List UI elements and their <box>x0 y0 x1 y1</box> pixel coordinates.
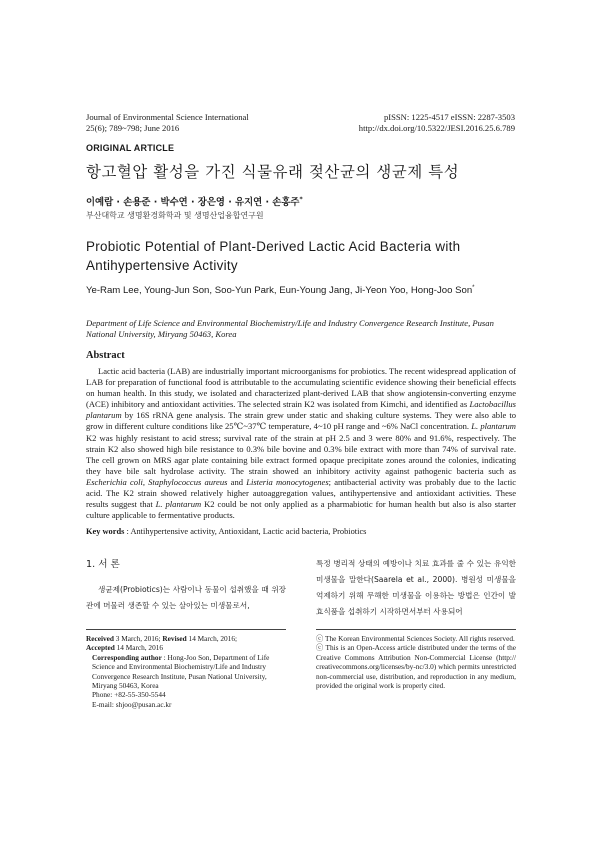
corresponding-label: Corresponding author <box>92 652 162 662</box>
footnote-divider-left <box>86 629 286 630</box>
received-date: 3 March, 2016; <box>113 634 163 643</box>
corresponding-author <box>86 653 286 691</box>
received-label: Received <box>86 634 114 643</box>
section-heading-introduction: 1. 서 론 <box>86 559 120 570</box>
article-history-footnote <box>86 634 286 709</box>
species-name: L. plantarum <box>471 421 516 432</box>
abstract-text: K2 was highly resistant to acid stress; survival rate of the strain at pH 2.5 and 3 were 80% and 91.6%, respectively. The strain K2 also showed high bile resistance to 0.3% bile bovine and 0.3% bile extract with more than 74% of survival rate. The cell grown on MRS agar plate containing bile extract formed opaque precipitate zones around the colonies, indicating they have bile salt hydrolase activity. The strain showed an inhibitory activity against pathogenic bacteria such as <box>86 432 516 476</box>
korean-affiliation: 부산대학교 생명환경화학과 및 생명산업융합연구원 <box>86 211 264 220</box>
species-name: Escherichia coli <box>86 476 143 487</box>
species-name: Lactobacillus plantarum <box>86 399 516 421</box>
accepted-label: Accepted <box>86 643 115 653</box>
keywords-list: : Antihypertensive activity, Antioxidant, Lactic acid bacteria, Probiotics <box>124 527 367 536</box>
phone: Phone: +82-55-350-5544 <box>92 690 166 700</box>
doi-link[interactable]: http://dx.doi.org/10.5322/JESI.2016.25.6.789 <box>358 123 515 134</box>
korean-title: 항고혈압 활성을 가진 식물유래 젖산균의 생균제 특성 <box>86 163 460 181</box>
intro-left-column: 생균제(Probiotics)는 사람이나 동물이 섭취했을 때 위장관에 머물러 생존할 수 있는 살아있는 미생물로서, <box>86 585 286 610</box>
email-link[interactable]: E-mail: shjoo@pusan.ac.kr <box>92 699 172 709</box>
issn: pISSN: 1225-4517 eISSN: 2287-3503 <box>383 112 515 122</box>
accepted-line <box>86 643 286 652</box>
keywords <box>86 527 516 536</box>
abstract-text: by 16S rRNA gene analysis. The strain grew under static and shaking culture systems. They were also able to grow in different culture conditions like 25℃~37℃ temperature, 4~10 pH range and ~6% NaCl concentration. <box>86 410 516 432</box>
english-affiliation: Department of Life Science and Environmental Biochemistry/Life and Industry Convergence Research Institute, Pusan National University, Miryang 50463, Korea <box>86 318 494 340</box>
abstract-text: and <box>227 476 247 487</box>
article-type: ORIGINAL ARTICLE <box>86 143 175 153</box>
corresponding-text: : Hong-Joo Son, Department of Life Science and Environmental Biochemistry/Life and Industry Convergence Research Institute, Pusan National University, Miryang 50463, Korea <box>92 652 270 691</box>
english-authors <box>86 282 516 299</box>
species-name: Staphylococcus aureus <box>148 476 228 487</box>
accepted-date: 14 March, 2016 <box>114 643 164 653</box>
abstract-text: K2 could be not only applied as a pharmabiotic for human health but also is also starter culture applicable to fermentative products. <box>86 499 516 521</box>
english-title: Probiotic Potential of Plant-Derived Lactic Acid Bacteria with Antihypertensive Activity <box>86 239 461 273</box>
revised-date: 14 March, 2016; <box>186 634 237 643</box>
intro-right-column: 특정 병리적 상태의 예방이나 치료 효과를 줄 수 있는 유익한 미생물을 말한다(Saarela et al., 2000). 병원성 미생물을 억제하기 위해 무해한 미생물을 이용하는 방법은 인간이 발효식품을 섭취하기 시작하면서부터 사용되어 <box>316 559 516 616</box>
abstract-body <box>86 366 516 521</box>
english-author-list: Ye-Ram Lee, Young-Jun Son, Soo-Yun Park, Eun-Young Jang, Ji-Yeon Yoo, Hong-Joo Son <box>86 285 473 296</box>
english-corresponding-mark: * <box>472 283 475 291</box>
keywords-label: Key words <box>86 527 125 536</box>
korean-authors <box>86 194 516 208</box>
species-name: L. plantarum <box>155 499 202 510</box>
abstract-text: Lactic acid bacteria (LAB) are industrially important microorganisms for probiotics. The recent widespread application of LAB for preparation of functional food is attributable to the accumulating scientific evidence showing their beneficial effects on human health. In this study, we isolated and characterized plant-derived LAB that show angiotensin-converting enzyme (ACE) inhibitory and antioxidant activities. The selected strain K2 was isolated from Kimchi, and identified as <box>86 366 516 410</box>
journal-volume: 25(6); 789~798; June 2016 <box>86 123 180 134</box>
revised-label: Revised <box>162 634 187 643</box>
journal-citation <box>86 112 346 134</box>
abstract-text: , <box>142 476 149 487</box>
dates-line <box>86 634 286 643</box>
copyright-notice: ⓒ The Korean Environmental Sciences Society. All rights reserved. <box>316 634 515 643</box>
issn-doi <box>318 112 515 134</box>
license-footnote <box>316 634 516 690</box>
abstract-heading: Abstract <box>86 350 125 361</box>
korean-corresponding-mark: * <box>299 195 303 203</box>
journal-name: Journal of Environmental Science International <box>86 112 249 122</box>
species-name: Listeria monocytogenes <box>246 476 329 487</box>
license-notice: ⓒ This is an Open-Access article distributed under the terms of the Creative Commons Attribution Non-Commercial License (http:// creativecommons.org/licenses/by-nc/3.0) which permits unrestricted non-commercial use, distribution, and reproduction in any medium, provided the original work is properly cited. <box>316 643 516 691</box>
footnote-divider-right <box>316 629 516 630</box>
korean-author-list: 이예람 · 손용준 · 박수연 · 장은영 · 유지연 · 손홍주 <box>86 197 300 208</box>
abstract-text: ; antibacterial activity was probably due to the lactic acid. The K2 strain showed relatively higher autoaggregation values, antihypertensive and antioxidant activities. These results suggest that <box>86 476 517 510</box>
